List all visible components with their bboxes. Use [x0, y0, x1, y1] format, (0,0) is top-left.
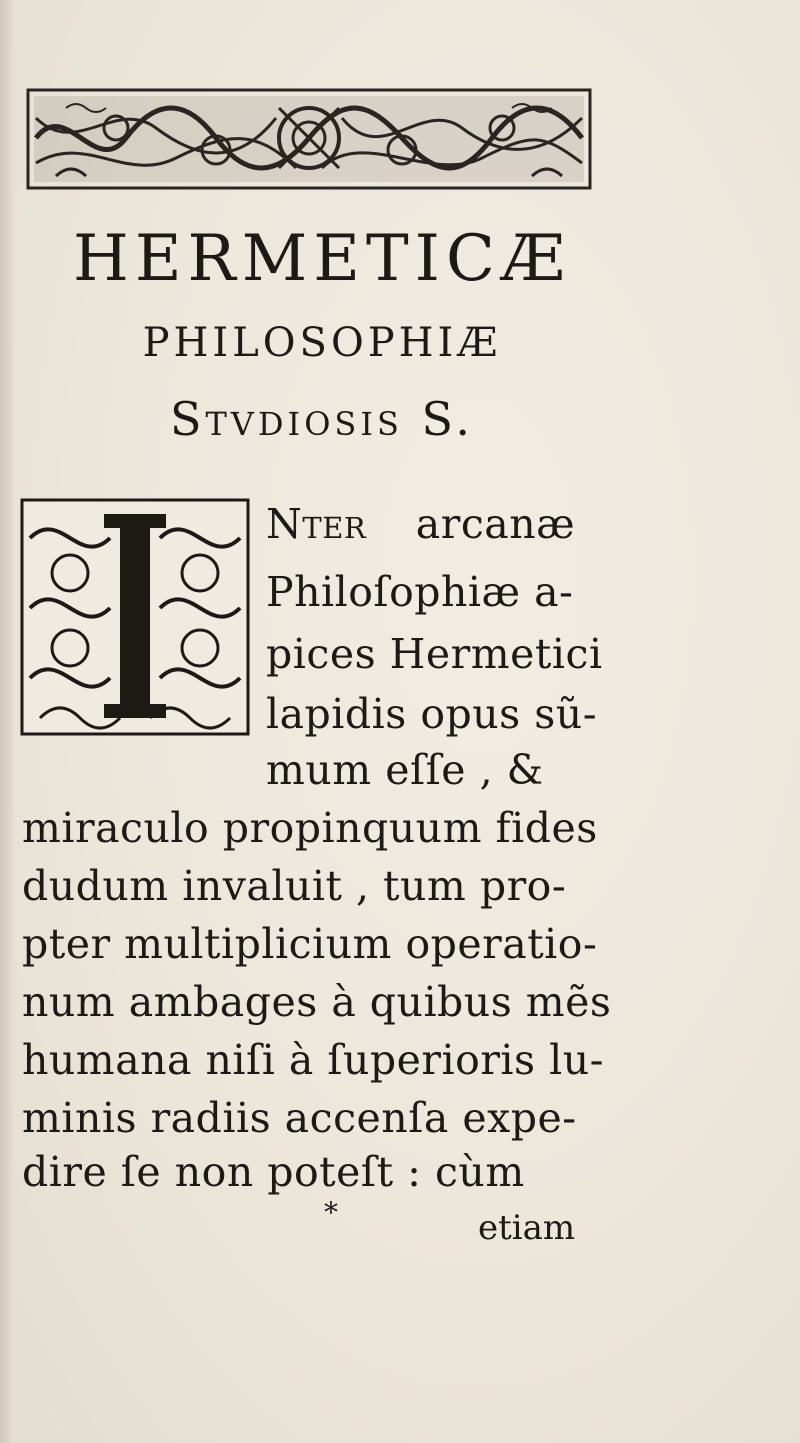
body-line: dire ſe non poteſt : cùm: [22, 1148, 525, 1196]
decorated-initial: [20, 498, 250, 736]
title-line-2: PHILOSOPHIÆ: [142, 320, 502, 366]
signature-mark: *: [324, 1196, 338, 1229]
body-line-first: [266, 500, 575, 548]
binding-gutter: [0, 0, 14, 1443]
title-line-1: HERMETICÆ: [73, 222, 571, 296]
body-line: pter multiplicium operatio-: [22, 920, 598, 968]
title-line-3: Stvdiosis S.: [169, 392, 475, 446]
body-line: pices Hermetici: [266, 630, 603, 678]
body-line: Philoſophiæ a-: [266, 568, 574, 616]
body-line: miraculo propinquum fides: [22, 804, 598, 852]
body-line: humana niſi à ſuperioris lu-: [22, 1036, 604, 1084]
catchword: etiam: [478, 1208, 576, 1248]
first-word-caps: Nter: [266, 500, 367, 548]
body-line: num ambages à quibus mẽs: [22, 978, 612, 1026]
body-line: lapidis opus sũ-: [266, 690, 598, 738]
body-line: mum eſſe , &: [266, 746, 544, 794]
body-line: minis radiis accenſa expe-: [22, 1094, 577, 1142]
initial-ornament: [20, 498, 250, 736]
ornamental-headpiece: [26, 88, 592, 190]
first-line-rest: arcanæ: [415, 500, 576, 548]
body-line: dudum invaluit , tum pro-: [22, 862, 567, 910]
